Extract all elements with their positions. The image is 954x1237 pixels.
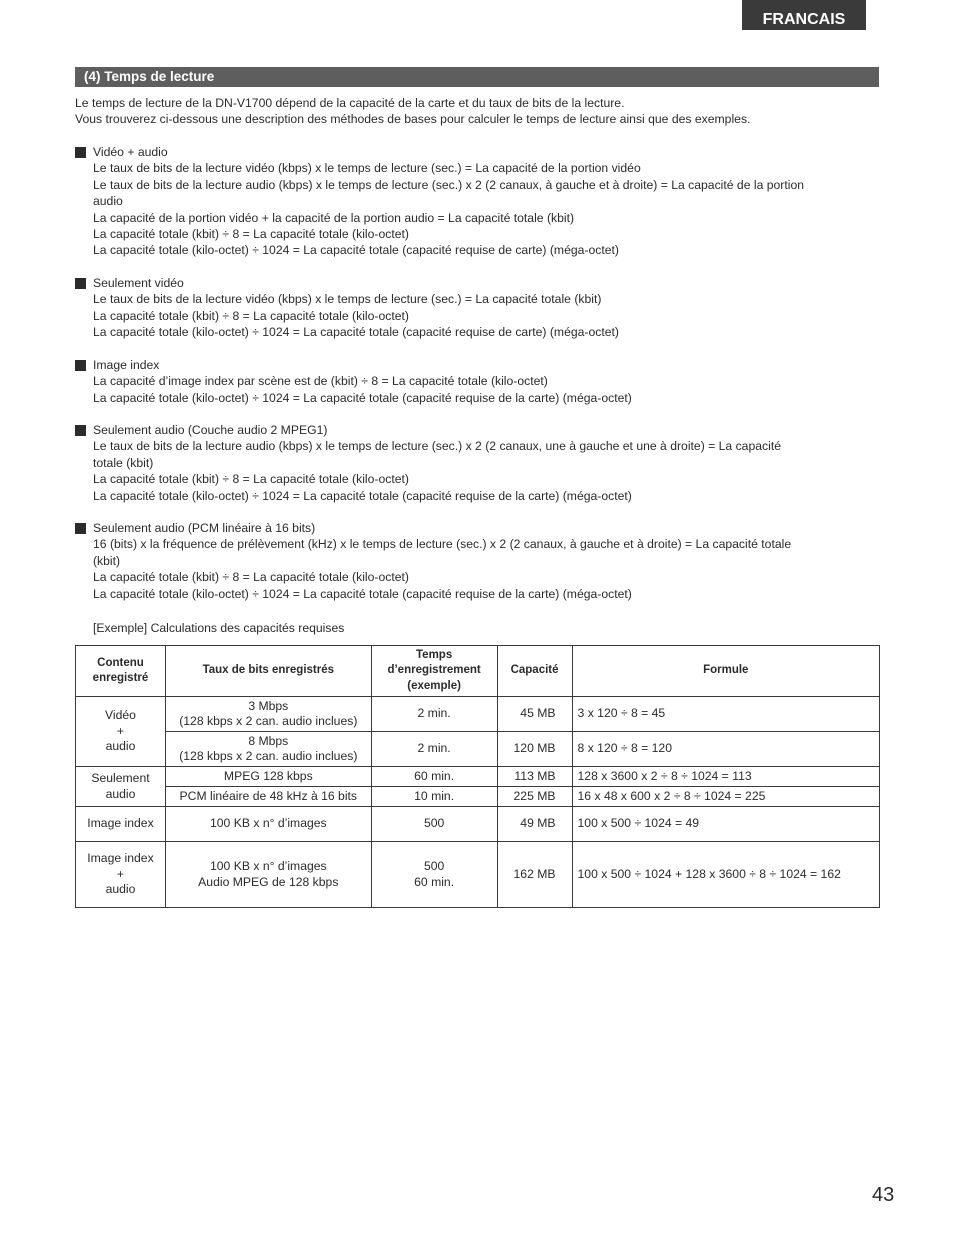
formula-line: Le taux de bits de la lecture vidéo (kbps) x le temps de lecture (sec.) = La capacité totale (kbit)	[93, 292, 602, 307]
cell-taux: 3 Mbps (128 kbps x 2 can. audio inclues)	[165, 697, 371, 732]
header-capacite: Capacité	[497, 646, 572, 697]
formula-line: La capacité totale (kilo-octet) ÷ 1024 = La capacité totale (capacité requise de la carte) (méga-octet)	[93, 390, 632, 405]
cell-taux: MPEG 128 kbps	[165, 767, 371, 787]
cell-formule: 3 x 120 ÷ 8 = 45	[572, 697, 879, 732]
cell-capacite: 225 MB	[497, 787, 572, 807]
formula-line: 16 (bits) x la fréquence de prélèvement (kHz) x le temps de lecture (sec.) x 2 (2 canaux, à gauche et à droite) = La capacité totale	[93, 537, 792, 552]
bullet-square-icon	[75, 360, 86, 371]
cell-capacite: 162 MB	[497, 842, 572, 908]
header-temps: Temps d’enregistrement (exemple)	[371, 646, 497, 697]
header-taux: Taux de bits enregistrés	[165, 646, 371, 697]
bullet-square-icon	[75, 425, 86, 436]
cell-taux: 100 KB x n° d’images	[165, 807, 371, 842]
block-heading: Seulement audio (Couche audio 2 MPEG1)	[93, 423, 328, 437]
formula-block-image-index	[75, 357, 880, 406]
group-seulement-audio: Seulement audio	[76, 767, 166, 807]
cell-temps: 2 min.	[371, 697, 497, 732]
bullet-square-icon	[75, 278, 86, 289]
cell-capacite: 113 MB	[497, 767, 572, 787]
formula-line: La capacité de la portion vidéo + la capacité de la portion audio = La capacité totale (kbit)	[93, 210, 575, 225]
formula-line: La capacité d’image index par scène est de (kbit) ÷ 8 = La capacité totale (kilo-octet)	[93, 374, 548, 389]
table-row	[76, 732, 880, 767]
cell-formule: 128 x 3600 x 2 ÷ 8 ÷ 1024 = 113	[572, 767, 879, 787]
cell-temps: 60 min.	[371, 767, 497, 787]
section-title: (4) Temps de lecture	[75, 67, 879, 87]
intro-text	[75, 95, 880, 128]
cell-formule: 100 x 500 ÷ 1024 = 49	[572, 807, 879, 842]
formula-line: totale (kbit)	[93, 455, 154, 470]
cell-capacite: 120 MB	[497, 732, 572, 767]
formula-line: La capacité totale (kilo-octet) ÷ 1024 = La capacité totale (capacité requise de carte) (méga-octet)	[93, 243, 619, 258]
block-heading: Vidéo + audio	[93, 145, 168, 159]
formula-line: La capacité totale (kbit) ÷ 8 = La capacité totale (kilo-octet)	[93, 227, 409, 242]
formula-line: (kbit)	[93, 553, 121, 568]
table-row	[76, 807, 880, 842]
formula-line: La capacité totale (kbit) ÷ 8 = La capacité totale (kilo-octet)	[93, 308, 409, 323]
cell-taux: 8 Mbps (128 kbps x 2 can. audio inclues)	[165, 732, 371, 767]
block-heading: Seulement audio (PCM linéaire à 16 bits)	[93, 521, 316, 535]
formula-line: La capacité totale (kbit) ÷ 8 = La capacité totale (kilo-octet)	[93, 570, 409, 585]
header-formule: Formule	[572, 646, 879, 697]
table-header-row	[76, 646, 880, 697]
bullet-square-icon	[75, 147, 86, 158]
intro-line: Le temps de lecture de la DN-V1700 dépend de la capacité de la carte et du taux de bits de la lecture.	[75, 96, 625, 110]
formula-line: Le taux de bits de la lecture audio (kbps) x le temps de lecture (sec.) x 2 (2 canaux, une à gauche et une à droite) = La capacité	[93, 439, 781, 454]
formula-line: audio	[93, 194, 123, 209]
header-contenu: Contenu enregistré	[76, 646, 166, 697]
language-tab: FRANCAIS	[742, 0, 866, 30]
cell-formule: 100 x 500 ÷ 1024 + 128 x 3600 ÷ 8 ÷ 1024 = 162	[572, 842, 879, 908]
formula-block-audio-pcm	[75, 520, 880, 602]
bullet-square-icon	[75, 523, 86, 534]
formula-line: La capacité totale (kbit) ÷ 8 = La capacité totale (kilo-octet)	[93, 472, 409, 487]
group-image-index: Image index	[76, 807, 166, 842]
example-caption: [Exemple] Calculations des capacités requises	[93, 621, 345, 635]
page-number: 43	[872, 1184, 895, 1206]
cell-taux: 100 KB x n° d’images Audio MPEG de 128 kbps	[165, 842, 371, 908]
formula-block-video-audio	[75, 144, 880, 259]
cell-temps: 500 60 min.	[371, 842, 497, 908]
formula-line: La capacité totale (kilo-octet) ÷ 1024 = La capacité totale (capacité requise de la carte) (méga-octet)	[93, 586, 632, 601]
cell-capacite: 45 MB	[497, 697, 572, 732]
formula-block-video-only	[75, 275, 880, 341]
formula-line: Le taux de bits de la lecture audio (kbps) x le temps de lecture (sec.) x 2 (2 canaux, à gauche et à droite) = La capacité de la portion	[93, 177, 805, 192]
formula-line: Le taux de bits de la lecture vidéo (kbps) x le temps de lecture (sec.) = La capacité de la portion vidéo	[93, 161, 641, 176]
block-heading: Seulement vidéo	[93, 276, 184, 290]
formula-line: La capacité totale (kilo-octet) ÷ 1024 = La capacité totale (capacité requise de la carte) (méga-octet)	[93, 488, 632, 503]
intro-line: Vous trouverez ci-dessous une description des méthodes de bases pour calculer le temps de lecture ainsi que des exemples.	[75, 112, 751, 127]
table-row	[76, 767, 880, 787]
table-row	[76, 842, 880, 908]
formula-block-audio-mpeg	[75, 422, 880, 504]
group-video-audio: Vidéo + audio	[76, 697, 166, 767]
cell-formule: 16 x 48 x 600 x 2 ÷ 8 ÷ 1024 = 225	[572, 787, 879, 807]
group-image-index-audio: Image index + audio	[76, 842, 166, 908]
cell-temps: 500	[371, 807, 497, 842]
formula-line: La capacité totale (kilo-octet) ÷ 1024 = La capacité totale (capacité requise de carte) (méga-octet)	[93, 325, 619, 340]
cell-temps: 2 min.	[371, 732, 497, 767]
cell-capacite: 49 MB	[497, 807, 572, 842]
cell-taux: PCM linéaire de 48 kHz à 16 bits	[165, 787, 371, 807]
table-row	[76, 697, 880, 732]
block-heading: Image index	[93, 358, 160, 372]
table-row	[76, 787, 880, 807]
cell-temps: 10 min.	[371, 787, 497, 807]
capacity-table	[75, 645, 880, 908]
cell-formule: 8 x 120 ÷ 8 = 120	[572, 732, 879, 767]
